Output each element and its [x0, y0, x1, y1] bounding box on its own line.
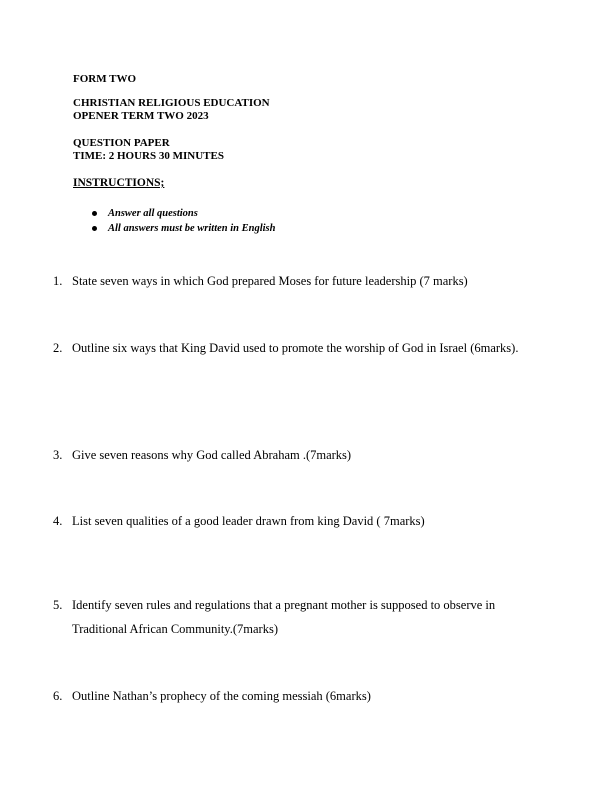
question-text: List seven qualities of a good leader drawn from king David ( 7marks) [72, 514, 425, 528]
form-text: FORM TWO [73, 73, 137, 85]
question-text: State seven ways in which God prepared Moses for future leadership (7 marks) [72, 274, 468, 288]
question-3 [53, 443, 553, 467]
subject-block [73, 97, 270, 123]
paper-block [73, 137, 224, 163]
instruction-text: Answer all questions [108, 208, 198, 219]
question-number: 5. [53, 598, 63, 612]
question-text: Outline Nathan’s prophecy of the coming messiah (6marks) [72, 689, 371, 703]
question-text: Outline six ways that King David used to promote the worship of God in Israel (6marks). [72, 341, 519, 355]
question-number: 3. [53, 448, 63, 462]
question-number: 1. [53, 274, 63, 288]
instructions-list [92, 206, 275, 236]
question-6 [53, 684, 553, 708]
subject-text: CHRISTIAN RELIGIOUS EDUCATION [73, 97, 270, 109]
question-5 [53, 593, 553, 641]
instructions-heading: INSTRUCTIONS; [73, 177, 165, 189]
question-text: Identify seven rules and regulations that a pregnant mother is supposed to observe in Traditional African Community.(7marks) [72, 598, 496, 636]
question-1 [53, 269, 553, 293]
instructions-heading-block [73, 177, 164, 190]
form-label [73, 73, 136, 86]
instruction-item [92, 221, 275, 236]
instruction-item [92, 206, 275, 221]
question-number: 4. [53, 514, 63, 528]
bullet-icon [92, 226, 97, 231]
term-text: OPENER TERM TWO 2023 [73, 110, 209, 122]
question-number: 2. [53, 341, 63, 355]
bullet-icon [92, 211, 97, 216]
question-2 [53, 336, 543, 360]
instruction-text: All answers must be written in English [108, 223, 276, 234]
question-4 [53, 509, 553, 533]
question-number: 6. [53, 689, 63, 703]
question-text: Give seven reasons why God called Abraham .(7marks) [72, 448, 352, 462]
paper-text: QUESTION PAPER [73, 137, 170, 149]
time-text: TIME: 2 HOURS 30 MINUTES [73, 150, 224, 162]
